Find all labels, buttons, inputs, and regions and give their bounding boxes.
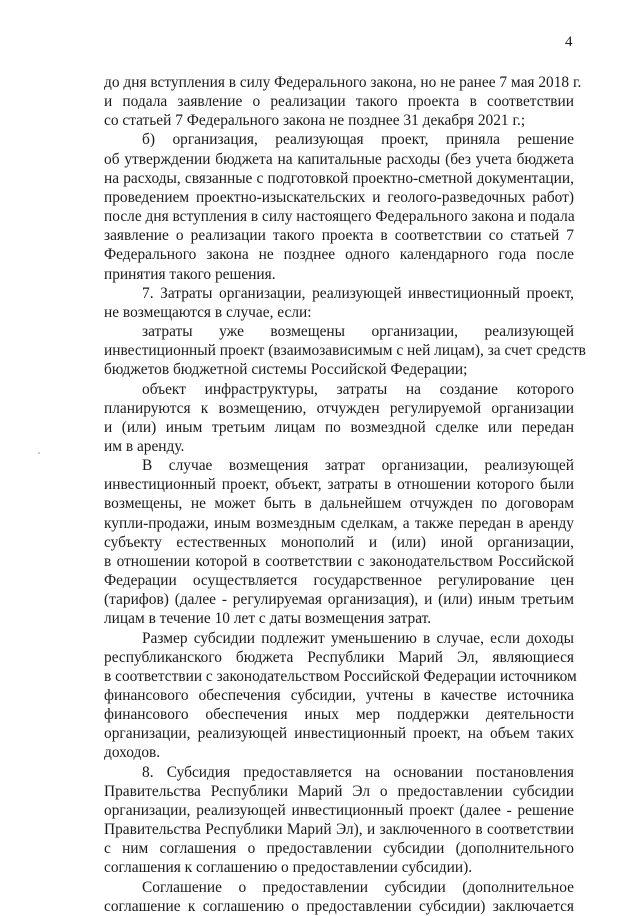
text-line: Правительства Республики Марий Эл о предоставлении субсидии — [104, 782, 574, 800]
text-line: на расходы, связанные с подготовкой проектно-сметной документации, — [104, 169, 574, 187]
text-line: бюджетов бюджетной системы Российской Федерации; — [104, 361, 468, 379]
text-line: затраты уже возмещены организации, реализующей — [142, 323, 574, 341]
text-line: и подала заявление о реализации такого проекта в соответствии — [104, 93, 574, 111]
text-line: купли-продажи, иным возмездным сделкам, а также передан в аренду — [104, 514, 574, 532]
text-line: Соглашение о предоставлении субсидии (дополнительное — [142, 878, 574, 896]
text-line: республиканского бюджета Республики Марий Эл, являющиеся — [104, 648, 574, 666]
text-line: в соответствии с законодательством Российской Федерации источником — [104, 667, 577, 685]
text-line: об утверждении бюджета на капитальные расходы (без учета бюджета — [104, 150, 574, 168]
text-line: возмещены, не может быть в дальнейшем отчужден по договорам — [104, 495, 574, 513]
text-line: в отношении которой в соответствии с законодательством Российской — [104, 552, 574, 570]
text-line: В случае возмещения затрат организации, реализующей — [142, 457, 574, 475]
text-line: субъекту естественных монополий и (или) иной организации, — [104, 533, 574, 551]
text-line: организации, реализующей инвестиционный проект (далее - решение — [104, 801, 574, 819]
text-line: не возмещаются в случае, если: — [104, 303, 312, 321]
text-line: до дня вступления в силу Федерального закона, но не ранее 7 мая 2018 г. — [104, 74, 582, 91]
text-line: 8. Субсидия предоставляется на основании постановления — [142, 763, 574, 781]
text-line: с ним соглашения о предоставлении субсидии (дополнительного — [104, 840, 574, 858]
text-line: объект инфраструктуры, затраты на создание которого — [142, 380, 574, 398]
text-line: финансового обеспечения субсидии, учтены в качестве источника — [104, 687, 574, 704]
text-line: планируются к возмещению, отчужден регулируемой организации — [104, 399, 574, 417]
text-line: б) организация, реализующая проект, приняла решение — [142, 131, 574, 149]
text-line: финансового обеспечения иных мер поддержки деятельности — [104, 706, 574, 724]
text-line: соглашения к соглашению о предоставлении субсидии). — [104, 859, 473, 877]
text-line: Размер субсидии подлежит уменьшению в случае, если доходы — [142, 629, 574, 647]
text-line: со статьей 7 Федерального закона не позднее 31 декабря 2021 г.; — [104, 112, 526, 130]
text-line: и (или) иным третьим лицам по возмездной сделке или передан — [104, 418, 574, 436]
text-line: лицам в течение 10 лет с даты возмещения затрат. — [104, 610, 432, 628]
text-line: Федерации осуществляется государственное регулирование цен — [104, 572, 574, 590]
scan-speck — [38, 452, 40, 454]
text-line: проведением проектно-изыскательских и геолого-разведочных работ) — [104, 188, 574, 206]
text-line: им в аренду. — [104, 437, 185, 455]
text-line: инвестиционный проект (взаимозависимым с ней лицам), за счет средств — [104, 342, 586, 360]
page-number: 4 — [565, 34, 573, 50]
text-line: Правительства Республики Марий Эл), и заключенного в соответствии — [104, 821, 574, 839]
text-line: доходов. — [104, 744, 161, 762]
document-body — [104, 73, 586, 916]
text-line: после дня вступления в силу настоящего Федерального закона и подала — [104, 208, 575, 226]
text-line: принятия такого решения. — [104, 265, 276, 283]
text-line: 7. Затраты организации, реализующей инвестиционный проект, — [142, 284, 574, 302]
text-line: организации, реализующей инвестиционный проект, на объем таких — [104, 725, 574, 743]
text-line: Федерального закона не позднее одного календарного года после — [104, 246, 574, 264]
text-line: соглашение к соглашению о предоставлении субсидии) заключается — [104, 897, 574, 915]
text-line: заявление о реализации такого проекта в соответствии со статьей 7 — [104, 227, 574, 245]
text-line: инвестиционный проект, объект, затраты в отношении которого были — [104, 476, 574, 494]
text-line: (тарифов) (далее - регулируемая организация), и (или) иным третьим — [104, 591, 574, 609]
